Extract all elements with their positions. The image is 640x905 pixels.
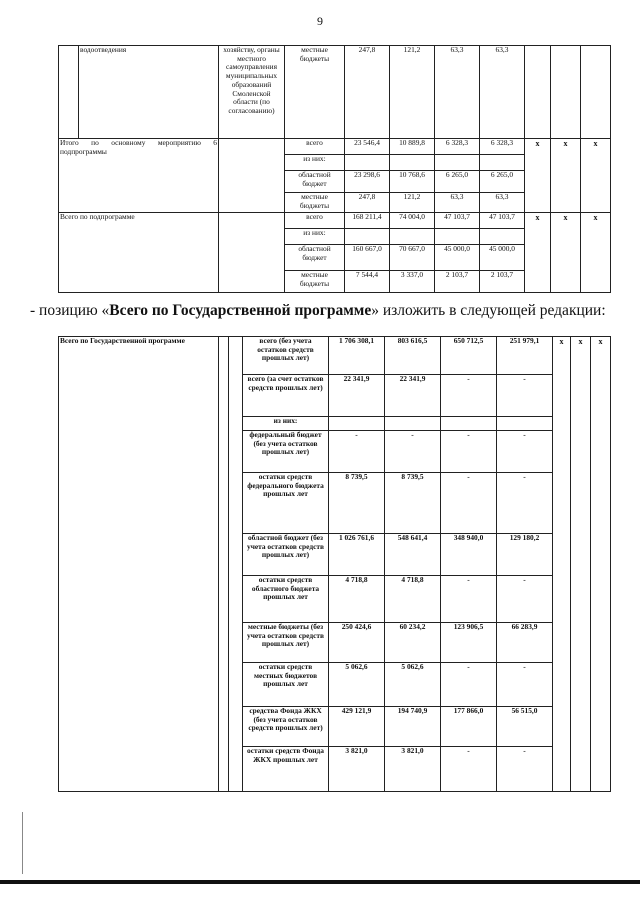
value-cell xyxy=(480,229,525,245)
value-cell: 63,3 xyxy=(435,193,480,213)
value-cell: 6 265,0 xyxy=(480,171,525,193)
table-row xyxy=(59,337,611,375)
x-cell: х xyxy=(581,213,611,293)
value-cell: 2 103,7 xyxy=(435,271,480,293)
source-cell: местные бюджеты xyxy=(285,46,345,139)
value-cell: 251 979,1 xyxy=(497,337,553,375)
value-cell xyxy=(390,155,435,171)
value-cell: 6 328,3 xyxy=(480,139,525,155)
source-cell: из них: xyxy=(285,155,345,171)
value-cell: 8 739,5 xyxy=(329,473,385,534)
source-cell: из них: xyxy=(285,229,345,245)
value-cell: 121,2 xyxy=(390,46,435,139)
instruction-paragraph xyxy=(30,302,612,319)
value-cell: 6 328,3 xyxy=(435,139,480,155)
value-cell: 3 337,0 xyxy=(390,271,435,293)
bottom-rule xyxy=(0,880,640,884)
source-cell: местные бюджеты xyxy=(285,271,345,293)
value-cell: 194 740,9 xyxy=(385,707,441,747)
value-cell: 129 180,2 xyxy=(497,534,553,576)
value-cell: 56 515,0 xyxy=(497,707,553,747)
source-cell: местные бюджеты (без учета остатков средств прошлых лет) xyxy=(243,623,329,663)
value-cell: - xyxy=(497,431,553,473)
value-cell: 22 341,9 xyxy=(385,375,441,417)
value-cell: 7 544,4 xyxy=(345,271,390,293)
executor-cell: хозяйству, органы местного самоуправления муниципальных образований Смоленской области (по согласованию) xyxy=(219,46,285,139)
value-cell: 6 265,0 xyxy=(435,171,480,193)
program-total-table xyxy=(58,336,611,792)
value-cell: 63,3 xyxy=(480,46,525,139)
value-cell: 10 889,8 xyxy=(390,139,435,155)
source-cell: областной бюджет xyxy=(285,171,345,193)
source-cell: остатки средств федерального бюджета прошлых лет xyxy=(243,473,329,534)
x-cell: х xyxy=(525,213,551,293)
value-cell: - xyxy=(497,663,553,707)
paragraph-suffix: » изложить в следующей редакции: xyxy=(371,302,606,319)
value-cell: - xyxy=(441,473,497,534)
value-cell xyxy=(441,417,497,431)
value-cell: - xyxy=(497,576,553,623)
value-cell: - xyxy=(497,473,553,534)
value-cell xyxy=(435,229,480,245)
value-cell: 5 062,6 xyxy=(329,663,385,707)
value-cell xyxy=(385,417,441,431)
value-cell: 10 768,6 xyxy=(390,171,435,193)
table-cell xyxy=(219,139,285,213)
value-cell: 3 821,0 xyxy=(385,747,441,792)
value-cell: - xyxy=(441,375,497,417)
x-cell: х xyxy=(571,337,591,792)
paragraph-bold: Всего по Государственной программе xyxy=(109,302,372,319)
value-cell: 63,3 xyxy=(435,46,480,139)
value-cell: 121,2 xyxy=(390,193,435,213)
value-cell: 23 298,6 xyxy=(345,171,390,193)
x-cell: х xyxy=(581,139,611,213)
value-cell xyxy=(480,155,525,171)
value-cell: 45 000,0 xyxy=(435,245,480,271)
value-cell: 23 546,4 xyxy=(345,139,390,155)
group-title: Итого по основному мероприятию 6 подпрограммы xyxy=(59,139,219,213)
source-cell: всего xyxy=(285,213,345,229)
page-number: 9 xyxy=(317,14,323,28)
source-cell: всего xyxy=(285,139,345,155)
value-cell: 160 667,0 xyxy=(345,245,390,271)
value-cell: 74 004,0 xyxy=(390,213,435,229)
value-cell: 250 424,6 xyxy=(329,623,385,663)
x-cell: х xyxy=(553,337,571,792)
group-title: Всего по Государственной программе xyxy=(59,337,219,792)
value-cell: 47 103,7 xyxy=(480,213,525,229)
table-cell xyxy=(525,46,551,139)
value-cell: 4 718,8 xyxy=(329,576,385,623)
value-cell: 177 866,0 xyxy=(441,707,497,747)
value-cell: 5 062,6 xyxy=(385,663,441,707)
table-row xyxy=(59,139,611,155)
source-cell: местные бюджеты xyxy=(285,193,345,213)
subprogram-table xyxy=(58,45,611,293)
source-cell: остатки средств областного бюджета прошлых лет xyxy=(243,576,329,623)
table-cell xyxy=(219,337,229,792)
value-cell: - xyxy=(497,375,553,417)
table-cell xyxy=(581,46,611,139)
value-cell: 429 121,9 xyxy=(329,707,385,747)
source-cell: остатки средств местных бюджетов прошлых лет xyxy=(243,663,329,707)
source-cell: областной бюджет xyxy=(285,245,345,271)
value-cell xyxy=(497,417,553,431)
source-cell: из них: xyxy=(243,417,329,431)
table-cell xyxy=(551,46,581,139)
value-cell: 47 103,7 xyxy=(435,213,480,229)
value-cell: 803 616,5 xyxy=(385,337,441,375)
value-cell: 70 667,0 xyxy=(390,245,435,271)
value-cell: 348 940,0 xyxy=(441,534,497,576)
row-name: водоотведения xyxy=(79,46,219,139)
value-cell: 8 739,5 xyxy=(385,473,441,534)
value-cell xyxy=(329,417,385,431)
value-cell xyxy=(345,155,390,171)
value-cell: 66 283,9 xyxy=(497,623,553,663)
value-cell: 247,8 xyxy=(345,193,390,213)
value-cell: - xyxy=(441,663,497,707)
value-cell: - xyxy=(497,747,553,792)
value-cell: 1 026 761,6 xyxy=(329,534,385,576)
value-cell xyxy=(390,229,435,245)
value-cell: 650 712,5 xyxy=(441,337,497,375)
value-cell: 3 821,0 xyxy=(329,747,385,792)
source-cell: областной бюджет (без учета остатков средств прошлых лет) xyxy=(243,534,329,576)
value-cell: 60 234,2 xyxy=(385,623,441,663)
value-cell: 548 641,4 xyxy=(385,534,441,576)
source-cell: федеральный бюджет (без учета остатков прошлых лет) xyxy=(243,431,329,473)
source-cell: средства Фонда ЖКХ (без учета остатков средств прошлых лет) xyxy=(243,707,329,747)
table-cell xyxy=(59,46,79,139)
value-cell: - xyxy=(441,747,497,792)
value-cell: - xyxy=(441,431,497,473)
table-row xyxy=(59,46,611,139)
x-cell: х xyxy=(525,139,551,213)
value-cell: 45 000,0 xyxy=(480,245,525,271)
value-cell: 63,3 xyxy=(480,193,525,213)
x-cell: х xyxy=(591,337,611,792)
value-cell: 22 341,9 xyxy=(329,375,385,417)
value-cell: 4 718,8 xyxy=(385,576,441,623)
group-title: Всего по подпрограмме xyxy=(59,213,219,293)
paragraph-prefix: - позицию « xyxy=(30,302,110,319)
table-row xyxy=(59,213,611,229)
source-cell: всего (за счет остатков средств прошлых лет) xyxy=(243,375,329,417)
x-cell: х xyxy=(551,139,581,213)
margin-line xyxy=(22,812,23,874)
value-cell: - xyxy=(441,576,497,623)
source-cell: всего (без учета остатков средств прошлых лет) xyxy=(243,337,329,375)
x-cell: х xyxy=(551,213,581,293)
value-cell: - xyxy=(385,431,441,473)
value-cell: - xyxy=(329,431,385,473)
value-cell xyxy=(435,155,480,171)
value-cell xyxy=(345,229,390,245)
value-cell: 123 906,5 xyxy=(441,623,497,663)
value-cell: 1 706 308,1 xyxy=(329,337,385,375)
value-cell: 247,8 xyxy=(345,46,390,139)
table-cell xyxy=(229,337,243,792)
table-cell xyxy=(219,213,285,293)
value-cell: 2 103,7 xyxy=(480,271,525,293)
source-cell: остатки средств Фонда ЖКХ прошлых лет xyxy=(243,747,329,792)
value-cell: 168 211,4 xyxy=(345,213,390,229)
